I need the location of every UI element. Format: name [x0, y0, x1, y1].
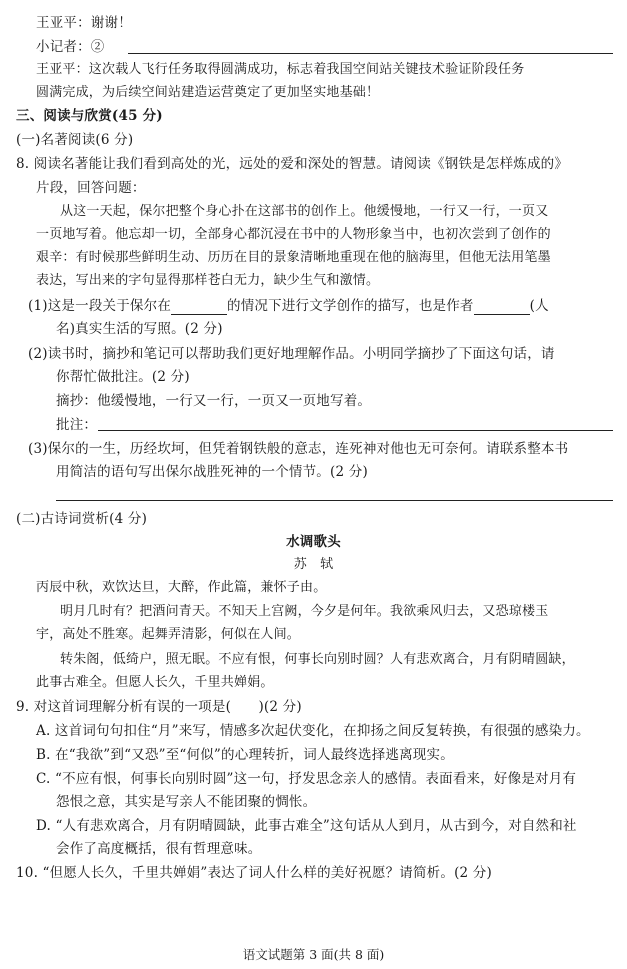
answer-blank[interactable]	[474, 300, 530, 315]
interview-line: 王亚平：这次载人飞行任务取得圆满成功，标志着我国空间站关键技术验证阶段任务	[36, 62, 525, 77]
poem-line: 转朱阁，低绮户，照无眠。不应有恨，何事长向别时圆？人有悲欢离合，月有阴晴圆缺，	[60, 652, 575, 667]
answer-blank-2[interactable]	[128, 53, 613, 54]
page-footer: 语文试题第 3 面(共 8 面)	[242, 947, 385, 962]
poem-author: 苏 轼	[293, 557, 334, 572]
poem-title: 水调歌头	[286, 534, 341, 550]
interview-line: 圆满完成，为后续空间站建造运营奠定了更加坚实地基础！	[36, 85, 380, 100]
question-8: 8. 阅读名著能让我们看到高处的光，远处的爱和深处的智慧。请阅读《钢铁是怎样炼成的》	[16, 156, 569, 172]
question-10: 10. “但愿人长久，千里共婵娟”表达了词人什么样的美好祝愿？请简析。(2 分)	[16, 865, 492, 881]
sub-question-3: (3)保尔的一生，历经坎坷，但凭着钢铁般的意志，连死神对他也无可奈何。请联系整本书	[28, 441, 569, 457]
sub-question-2-cont: 你帮忙做批注。(2 分)	[56, 369, 190, 385]
answer-blank[interactable]	[171, 300, 227, 315]
poem-preface: 丙辰中秋，欢饮达旦，大醉，作此篇，兼怀子由。	[36, 580, 327, 595]
answer-blank[interactable]	[56, 500, 613, 501]
section-title: 三、阅读与欣赏(45 分)	[16, 108, 163, 124]
question-8-cont: 片段，回答问题：	[36, 180, 146, 196]
option-d-cont: 会作了高度概括，很有哲理意味。	[56, 841, 262, 857]
annotation-label: 批注：	[56, 417, 98, 433]
sub-question-3-cont: 用简洁的语句写出保尔战胜死神的一个情节。(2 分)	[56, 464, 368, 480]
option-b[interactable]: B. 在“我欲”到“又恐”至“何似”的心理转折，词人最终选择逃离现实。	[36, 747, 454, 763]
interview-line: 王亚平：谢谢！	[36, 15, 132, 31]
sub-question-1-cont: 名)真实生活的写照。(2 分)	[56, 321, 223, 337]
poem-line: 明月几时有？把酒问青天。不知天上宫阙，今夕是何年。我欲乘风归去，又恐琼楼玉	[60, 604, 549, 619]
part-title: (二)古诗词赏析(4 分)	[16, 511, 148, 527]
poem-line: 宇，高处不胜寒。起舞弄清影，何似在人间。	[36, 627, 301, 642]
excerpt-quote: 摘抄：他缓慢地，一行又一行，一页又一页地写着。	[56, 393, 372, 409]
excerpt-line: 艰辛：有时候那些鲜明生动、历历在目的景象清晰地重现在他的脑海里，但他无法用笔墨	[36, 250, 551, 265]
option-d[interactable]: D. “人有悲欢离合，月有阴晴圆缺，此事古难全”这句话从人到月，从古到今，对自然和社	[36, 818, 577, 834]
option-a[interactable]: A. 这首词句句扣住“月”来写，情感多次起伏变化，在抑扬之间反复转换，有很强的感染力。	[36, 723, 590, 739]
question-9: 9. 对这首词理解分析有误的一项是( )(2 分)	[16, 699, 302, 715]
sub-question-2: (2)读书时，摘抄和笔记可以帮助我们更好地理解作品。小明同学摘抄了下面这句话，请	[28, 346, 555, 362]
sub-question-1: (1)这是一段关于保尔在 的情况下进行文学创作的描写，也是作者 (人	[28, 298, 549, 314]
excerpt-line: 从这一天起，保尔把整个身心扑在这部书的创作上。他缓慢地，一行又一行，一页又	[60, 204, 549, 219]
answer-blank[interactable]	[98, 430, 613, 431]
excerpt-line: 一页地写着。他忘却一切，全部身心都沉浸在书中的人物形象当中，也初次尝到了创作的	[36, 227, 551, 242]
option-c-cont: 怨恨之意，其实是写亲人不能团聚的惆怅。	[56, 794, 317, 810]
interview-line: 小记者：②	[36, 39, 105, 55]
excerpt-line: 表达，写出来的字句显得那样苍白无力，缺少生气和激情。	[36, 273, 380, 288]
option-c[interactable]: C. “不应有恨，何事长向别时圆”这一句，抒发思念亲人的感情。表面看来，好像是对月有	[36, 771, 577, 787]
part-title: (一)名著阅读(6 分)	[16, 132, 134, 148]
poem-line: 此事古难全。但愿人长久，千里共婵娟。	[36, 675, 274, 690]
